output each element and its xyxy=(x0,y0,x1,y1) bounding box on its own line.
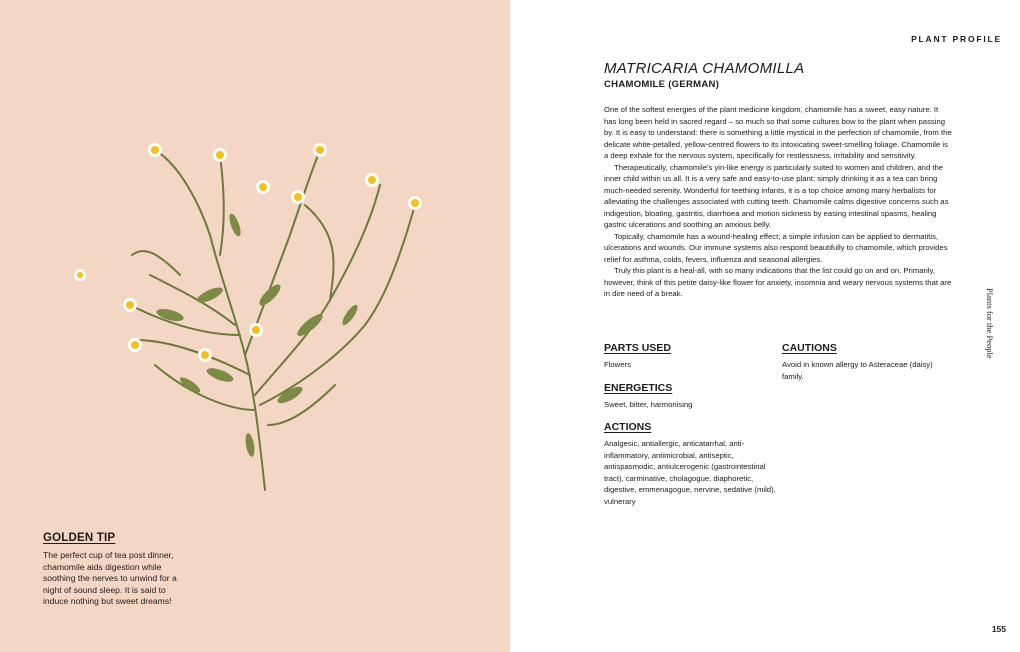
plant-scientific-name: MATRICARIA CHAMOMILLA xyxy=(604,60,805,77)
cautions-value: Avoid in known allergy to Asteraceae (daisy) family. xyxy=(782,360,933,381)
golden-tip-box xyxy=(43,532,183,608)
section-label: PLANT PROFILE xyxy=(911,34,1002,44)
chamomile-plant-illustration xyxy=(60,125,440,495)
golden-tip-text: The perfect cup of tea post dinner, chamomile aids digestion while soothing the nerves to unwind for a night of sound sleep. It is said to induce nothing but sweet dreams! xyxy=(43,550,177,607)
properties-right-column xyxy=(782,342,952,393)
energetics-heading: ENERGETICS xyxy=(604,381,673,394)
running-head: Plants for the People xyxy=(985,288,995,359)
actions-value: Analgesic, antiallergic, anticatarrhal, anti-inflammatory, antimicrobial, antiseptic, antispasmodic, antiulcerogenic (gastrointestinal tract), carminative, cholagogue, diaphoretic, digestive, emmenagogue, nervine, sedative (mild), vulnerary xyxy=(604,439,776,506)
description-paragraph: Truly this plant is a heal-all, with so many indications that the list could go on and on. Primarily, however, think of this petite daisy-like flower for anxiety, insomnia and weary nervous systems that are in dire need of a break. xyxy=(604,266,952,298)
actions-heading: ACTIONS xyxy=(604,421,652,433)
plant-common-name: CHAMOMILE (GERMAN) xyxy=(604,79,720,90)
energetics-value: Sweet, bitter, harmonising xyxy=(604,399,693,409)
golden-tip-heading: GOLDEN TIP xyxy=(43,532,116,544)
plant-description xyxy=(604,104,952,300)
properties-left-column xyxy=(604,342,779,518)
right-page xyxy=(510,0,1020,652)
description-paragraph: Therapeutically, chamomile's yin-like energy is particularly suited to women and children, and the inner child within us all. It is a very safe and easy-to-use plant; simply drinking it as a tea can bring much-needed serenity. Wonderful for teething infants, it is a top choice among many herbalists for alleviating the challenges associated with cutting teeth. Chamomile calms digestive concerns such as indigestion, bloating, gastritis, diarrhoea and motion sickness by easing intestinal spasms, healing gastric ulcerations and soothing an anxious belly. xyxy=(604,162,949,229)
page-number: 155 xyxy=(991,624,1006,634)
cautions-heading: CAUTIONS xyxy=(782,342,837,354)
parts-used-value: Flowers xyxy=(604,360,631,369)
description-paragraph: One of the softest energies of the plant medicine kingdom, chamomile has a sweet, easy nature. It has long been held in sacred regard – so much so that some cultures bow to the plant when passing by. It is easy to understand: there is something a little mystical in the perfection of chamomile, from the delicate white-petalled, yellow-centred flowers to its intoxicating sweet-smelling foliage. Chamomile is a deep exhale for the nervous system, specifically for restlessness, irritability and sensitivity. xyxy=(604,105,952,160)
description-paragraph: Topically, chamomile has a wound-healing effect; a simple infusion can be applied to dermatitis, ulcerations and wounds. Our immune systems also respond beautifully to chamomile, which provides relief for asthma, colds, fevers, influenza and seasonal allergies. xyxy=(604,231,948,264)
parts-used-heading: PARTS USED xyxy=(604,342,671,354)
